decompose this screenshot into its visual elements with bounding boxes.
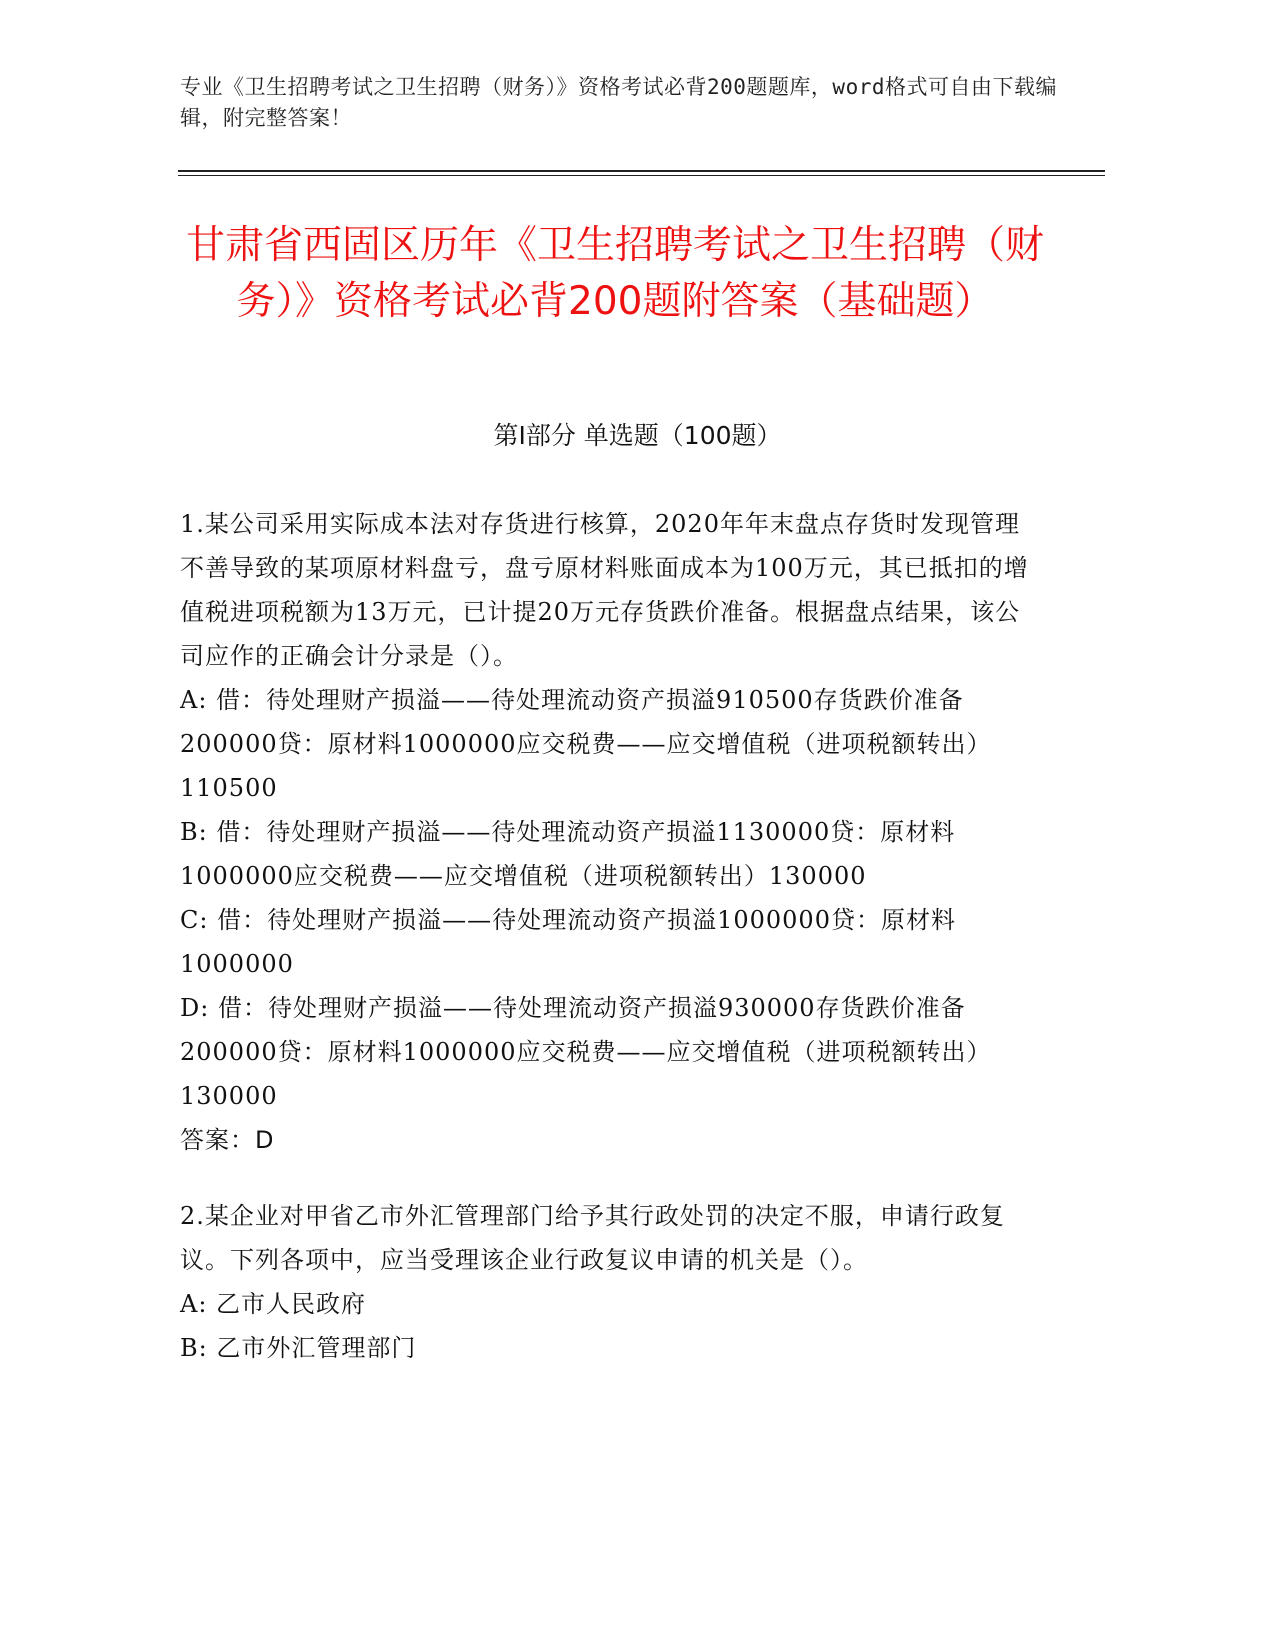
option-b: B: 借：待处理财产损溢——待处理流动资产损溢1130000贷：原材料1000000应交税费——应交增值税（进项税额转出）130000 bbox=[180, 818, 956, 890]
question-stem: 2.某企业对甲省乙市外汇管理部门给予其行政处罚的决定不服，申请行政复议。下列各项中，应当受理该企业行政复议申请的机关是（）。 bbox=[180, 1202, 1005, 1274]
header-note: 专业《卫生招聘考试之卫生招聘（财务）》资格考试必背200题题库，word格式可自由下载编辑，附完整答案！ bbox=[180, 75, 1057, 130]
question-2 bbox=[180, 1194, 1030, 1370]
question-stem: 1.某公司采用实际成本法对存货进行核算，2020年年末盘点存货时发现管理不善导致的某项原材料盘亏，盘亏原材料账面成本为100万元，其已抵扣的增值税进项税额为13万元，已计提20万元存货跌价准备。根据盘点结果，该公司应作的正确会计分录是（）。 bbox=[180, 510, 1029, 670]
option-a: A: 借：待处理财产损溢——待处理流动资产损溢910500存货跌价准备200000贷：原材料1000000应交税费——应交增值税（进项税额转出）110500 bbox=[180, 686, 992, 802]
answer: 答案：D bbox=[180, 1126, 275, 1154]
option-c: C: 借：待处理财产损溢——待处理流动资产损溢1000000贷：原材料1000000 bbox=[180, 906, 956, 978]
option-a: A: 乙市人民政府 bbox=[180, 1290, 367, 1318]
document-title: 甘肃省西固区历年《卫生招聘考试之卫生招聘（财务）》资格考试必背200题附答案（基础题） bbox=[185, 223, 1044, 324]
option-b: B: 乙市外汇管理部门 bbox=[180, 1334, 417, 1362]
question-1 bbox=[180, 502, 1030, 1162]
question-list bbox=[180, 502, 1030, 1402]
option-d: D: 借：待处理财产损溢——待处理流动资产损溢930000存货跌价准备200000贷：原材料1000000应交税费——应交增值税（进项税额转出）130000 bbox=[180, 994, 992, 1110]
header-divider-thick bbox=[178, 170, 1105, 172]
header-divider-thin bbox=[178, 175, 1105, 176]
section-heading: 第I部分 单选题（100题） bbox=[493, 421, 782, 450]
